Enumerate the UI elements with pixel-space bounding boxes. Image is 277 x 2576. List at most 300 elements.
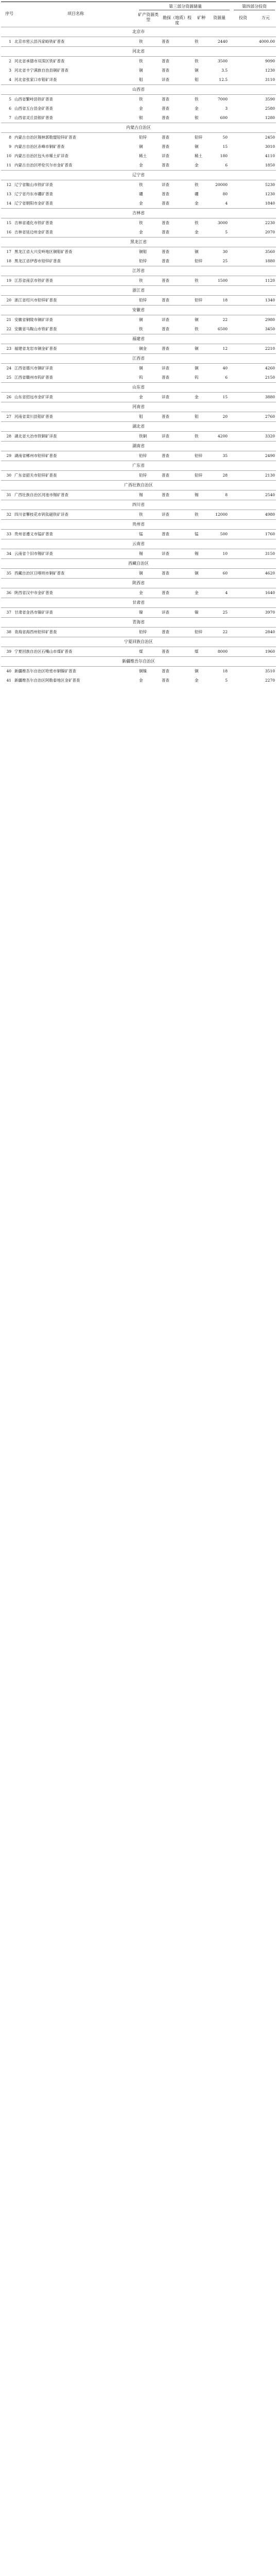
project-name: 西藏自治区日喀则市铜矿普查 bbox=[14, 571, 65, 575]
resource-quantity: 5 bbox=[225, 678, 228, 683]
exploration-stage: 普查 bbox=[162, 68, 169, 73]
mineral-type: 铁 bbox=[195, 59, 199, 63]
project-name: 黑龙江省伊春市铅锌矿普查 bbox=[14, 259, 61, 263]
resource-type: 金 bbox=[139, 230, 143, 234]
investment-cell: 1640 bbox=[265, 590, 275, 595]
mineral-type: 金 bbox=[195, 201, 199, 206]
table-row bbox=[1, 37, 276, 46]
mineral-type: 铁 bbox=[195, 182, 199, 187]
table-row bbox=[1, 75, 276, 84]
project-name: 湖北省大冶市铁铜矿详查 bbox=[14, 434, 57, 438]
mineral-type: 铜 bbox=[195, 68, 199, 73]
table-row bbox=[1, 393, 276, 402]
resource-type: 银 bbox=[139, 115, 143, 120]
row-number: 25 bbox=[6, 375, 11, 380]
investment-cell: 4980 bbox=[265, 512, 275, 517]
table-row bbox=[1, 344, 276, 353]
investment-cell: 4260 bbox=[265, 366, 275, 370]
investment-cell: 3110 bbox=[265, 77, 275, 82]
project-name: 湖南省郴州市铅锌矿普查 bbox=[14, 453, 57, 458]
row-number: 22 bbox=[6, 327, 11, 331]
investment-cell: 2760 bbox=[265, 414, 275, 419]
investment-cell: 2580 bbox=[265, 106, 275, 111]
mineral-type: 金 bbox=[195, 590, 199, 595]
exploration-stage: 普查 bbox=[162, 221, 169, 225]
exploration-stage: 详查 bbox=[162, 610, 169, 615]
row-number: 14 bbox=[6, 201, 11, 206]
project-name: 江西省德兴市铜矿详查 bbox=[14, 366, 53, 370]
resource-type: 金 bbox=[139, 395, 143, 399]
row-number: 6 bbox=[9, 106, 11, 111]
resource-quantity: 180 bbox=[220, 154, 228, 158]
investment-cell: 9090 bbox=[265, 59, 275, 63]
resource-quantity: 600 bbox=[220, 115, 228, 120]
exploration-stage: 详查 bbox=[162, 551, 169, 556]
table-row bbox=[1, 113, 276, 123]
investment-cell: 3150 bbox=[265, 551, 275, 556]
header-group-right: 第四部分投资 bbox=[242, 4, 267, 9]
project-table-body bbox=[1, 27, 276, 685]
resource-type: 铁 bbox=[139, 278, 143, 283]
project-name: 甘肃省金昌市镍矿详查 bbox=[14, 610, 53, 615]
project-name: 内蒙古自治区呼伦贝尔市金矿普查 bbox=[14, 163, 73, 167]
investment-cell: 2490 bbox=[265, 453, 275, 458]
exploration-stage: 普查 bbox=[162, 249, 169, 254]
investment-cell: 2230 bbox=[265, 221, 275, 225]
resource-type: 铅锌 bbox=[139, 259, 147, 263]
resource-type: 钼 bbox=[139, 414, 143, 419]
resource-type: 金 bbox=[139, 163, 143, 167]
table-row bbox=[1, 199, 276, 208]
project-name: 江西省赣州市钨矿普查 bbox=[14, 375, 53, 380]
mineral-type: 铁 bbox=[195, 327, 199, 331]
resource-quantity: 15 bbox=[222, 144, 228, 149]
row-number: 19 bbox=[6, 278, 11, 283]
exploration-stage: 普查 bbox=[162, 278, 169, 283]
table-row bbox=[1, 133, 276, 142]
row-number: 20 bbox=[6, 298, 11, 302]
table-row bbox=[1, 325, 276, 334]
row-number: 39 bbox=[6, 649, 11, 654]
resource-quantity: 10 bbox=[222, 551, 228, 556]
header-mineral: 矿种 bbox=[197, 15, 205, 20]
mineral-type: 铁 bbox=[195, 39, 199, 44]
project-name: 辽宁省朝阳市金矿普查 bbox=[14, 201, 53, 206]
row-number: 16 bbox=[6, 230, 11, 234]
row-number: 32 bbox=[6, 512, 11, 517]
resource-quantity: 15 bbox=[222, 395, 228, 399]
resource-type: 铁 bbox=[139, 512, 143, 517]
project-name: 青海省海西州铅锌矿普查 bbox=[14, 630, 57, 634]
resource-type: 金 bbox=[139, 590, 143, 595]
exploration-stage: 普查 bbox=[162, 630, 169, 634]
investment-cell: 2070 bbox=[265, 230, 275, 234]
row-number: 29 bbox=[6, 453, 11, 458]
exploration-stage: 普查 bbox=[162, 39, 169, 44]
row-number: 7 bbox=[9, 115, 11, 120]
exploration-stage: 详查 bbox=[162, 366, 169, 370]
exploration-stage: 普查 bbox=[162, 230, 169, 234]
row-number: 24 bbox=[6, 366, 11, 370]
investment-cell: 3560 bbox=[265, 249, 275, 254]
exploration-stage: 普查 bbox=[162, 201, 169, 206]
project-name: 河南省栾川县钼矿普查 bbox=[14, 414, 53, 419]
project-name: 新疆维吾尔自治区哈密市铜镍矿普查 bbox=[14, 669, 76, 673]
project-name: 福建省龙岩市铜金矿普查 bbox=[14, 346, 57, 351]
province-heading: 新疆维吾尔自治区 bbox=[1, 656, 276, 667]
mineral-type: 铜 bbox=[195, 366, 199, 370]
mineral-type: 锡 bbox=[195, 493, 199, 497]
investment-cell: 3450 bbox=[265, 327, 275, 331]
table-row bbox=[1, 530, 276, 539]
resource-type: 硼 bbox=[139, 192, 143, 196]
row-number: 23 bbox=[6, 346, 11, 351]
mineral-type: 锡 bbox=[195, 551, 199, 556]
project-name: 广西壮族自治区河池市锡矿普查 bbox=[14, 493, 68, 497]
mineral-type: 金 bbox=[195, 678, 199, 683]
province-heading: 福建省 bbox=[1, 334, 276, 344]
exploration-stage: 详查 bbox=[162, 317, 169, 322]
resource-quantity: 8000 bbox=[217, 649, 228, 654]
province-heading: 湖北省 bbox=[1, 421, 276, 432]
exploration-stage: 普查 bbox=[162, 298, 169, 302]
exploration-stage: 详查 bbox=[162, 182, 169, 187]
resource-quantity: 8 bbox=[225, 493, 228, 497]
project-name: 吉林省通化市铁矿普查 bbox=[14, 221, 53, 225]
resource-type: 铅锌 bbox=[139, 135, 147, 140]
project-name: 安徽省马鞍山市铁矿普查 bbox=[14, 327, 57, 331]
table-row bbox=[1, 180, 276, 190]
resource-type: 锡 bbox=[139, 493, 143, 497]
header-no: 序号 bbox=[5, 11, 13, 16]
project-name: 江苏省南京市铁矿普查 bbox=[14, 278, 53, 283]
row-number: 40 bbox=[6, 669, 11, 673]
exploration-stage: 普查 bbox=[162, 144, 169, 149]
project-name: 宁夏回族自治区石嘴山市煤矿普查 bbox=[14, 649, 73, 654]
investment-cell: 1840 bbox=[265, 201, 275, 206]
investment-cell: 4000.00 bbox=[258, 39, 275, 44]
table-row bbox=[1, 228, 276, 237]
mineral-type: 铁 bbox=[195, 221, 199, 225]
mineral-type: 铅锌 bbox=[195, 473, 202, 478]
mineral-type: 金 bbox=[195, 163, 199, 167]
resource-type: 金 bbox=[139, 201, 143, 206]
exploration-stage: 普查 bbox=[162, 59, 169, 63]
project-name: 辽宁省鞍山市铁矿详查 bbox=[14, 182, 53, 187]
project-name: 河北省张家口市钼矿详查 bbox=[14, 77, 57, 82]
mineral-type: 铜 bbox=[195, 346, 199, 351]
resource-quantity: 3000 bbox=[217, 221, 228, 225]
project-name: 内蒙古自治区包头市稀土矿详查 bbox=[14, 154, 68, 158]
province-heading: 江苏省 bbox=[1, 266, 276, 276]
table-row bbox=[1, 628, 276, 637]
province-heading: 黑龙江省 bbox=[1, 237, 276, 247]
table-row bbox=[1, 588, 276, 598]
table-row bbox=[1, 676, 276, 685]
header-qty: 资源量 bbox=[213, 15, 226, 20]
resource-quantity: 50 bbox=[222, 135, 228, 140]
row-number: 8 bbox=[9, 135, 11, 140]
province-heading: 西藏自治区 bbox=[1, 558, 276, 569]
mineral-type: 钼 bbox=[195, 414, 199, 419]
province-heading: 广西壮族自治区 bbox=[1, 480, 276, 490]
resource-type: 铅锌 bbox=[139, 298, 147, 302]
project-name: 陕西省汉中市金矿普查 bbox=[14, 590, 53, 595]
row-number: 9 bbox=[9, 144, 11, 149]
province-heading: 山西省 bbox=[1, 84, 276, 95]
resource-quantity: 6500 bbox=[217, 327, 228, 331]
mineral-type: 钼 bbox=[195, 77, 199, 82]
province-heading: 贵州省 bbox=[1, 519, 276, 530]
table-row bbox=[1, 296, 276, 305]
table-row bbox=[1, 412, 276, 421]
mineral-type: 银 bbox=[195, 115, 199, 120]
resource-quantity: 6 bbox=[225, 375, 228, 380]
province-heading: 河北省 bbox=[1, 46, 276, 57]
province-heading: 河南省 bbox=[1, 402, 276, 412]
investment-cell: 3970 bbox=[265, 610, 275, 615]
mineral-type: 铅锌 bbox=[195, 298, 202, 302]
project-name: 黑龙江省大兴安岭地区铜钼矿普查 bbox=[14, 249, 73, 254]
table-row bbox=[1, 490, 276, 500]
investment-cell: 2130 bbox=[265, 473, 275, 478]
province-heading: 广东省 bbox=[1, 461, 276, 471]
mineral-type: 稀土 bbox=[195, 154, 202, 158]
mineral-type: 铜 bbox=[195, 571, 199, 575]
resource-quantity: 12 bbox=[222, 346, 228, 351]
header-price: 投资 bbox=[239, 15, 247, 20]
mineral-type: 铜 bbox=[195, 249, 199, 254]
resource-quantity: 22 bbox=[222, 630, 228, 634]
row-number: 4 bbox=[9, 77, 11, 82]
table-header bbox=[1, 2, 276, 27]
province-heading: 浙江省 bbox=[1, 285, 276, 296]
exploration-stage: 普查 bbox=[162, 590, 169, 595]
resource-quantity: 40 bbox=[222, 366, 228, 370]
header-mod: 矿产资源类型 bbox=[138, 12, 159, 22]
project-name: 新疆维吾尔自治区阿勒泰地区金矿普查 bbox=[14, 678, 80, 683]
resource-quantity: 20 bbox=[222, 414, 228, 419]
mineral-type: 铅锌 bbox=[195, 135, 202, 140]
mineral-type: 钨 bbox=[195, 375, 199, 380]
row-number: 2 bbox=[9, 59, 11, 63]
project-name: 山东省招远市金矿详查 bbox=[14, 395, 53, 399]
table-row bbox=[1, 247, 276, 257]
province-heading: 安徽省 bbox=[1, 305, 276, 315]
exploration-stage: 普查 bbox=[162, 453, 169, 458]
resource-type: 铜 bbox=[139, 571, 143, 575]
table-row bbox=[1, 218, 276, 228]
resource-quantity: 30 bbox=[222, 249, 228, 254]
project-name: 山西省五台县金矿普查 bbox=[14, 106, 53, 111]
row-number: 41 bbox=[6, 678, 11, 683]
exploration-stage: 普查 bbox=[162, 163, 169, 167]
row-number: 38 bbox=[6, 630, 11, 634]
table-row bbox=[1, 104, 276, 113]
investment-cell: 1230 bbox=[265, 68, 275, 73]
resource-quantity: 3.5 bbox=[221, 68, 228, 73]
project-name: 河北省承德市双滦区铁矿普查 bbox=[14, 59, 65, 63]
exploration-stage: 详查 bbox=[162, 395, 169, 399]
table-row bbox=[1, 95, 276, 104]
table-row bbox=[1, 510, 276, 519]
investment-cell: 4110 bbox=[265, 154, 275, 158]
exploration-stage: 普查 bbox=[162, 532, 169, 536]
exploration-stage: 普查 bbox=[162, 346, 169, 351]
investment-cell: 1880 bbox=[265, 259, 275, 263]
mineral-type: 铅锌 bbox=[195, 259, 202, 263]
resource-type: 铜镍 bbox=[139, 669, 147, 673]
table-row bbox=[1, 161, 276, 170]
investment-cell: 3880 bbox=[265, 395, 275, 399]
province-heading: 云南省 bbox=[1, 539, 276, 549]
resource-quantity: 4 bbox=[225, 201, 228, 206]
row-number: 17 bbox=[6, 249, 11, 254]
exploration-stage: 普查 bbox=[162, 493, 169, 497]
exploration-stage: 普查 bbox=[162, 106, 169, 111]
mineral-type: 铅锌 bbox=[195, 630, 202, 634]
project-name: 吉林省延边州金矿普查 bbox=[14, 230, 53, 234]
row-number: 37 bbox=[6, 610, 11, 615]
resource-type: 镍 bbox=[139, 610, 143, 615]
resource-quantity: 22 bbox=[222, 317, 228, 322]
table-row bbox=[1, 569, 276, 578]
exploration-stage: 详查 bbox=[162, 434, 169, 438]
project-name: 贵州省遵义市锰矿普查 bbox=[14, 532, 53, 536]
investment-cell: 2150 bbox=[265, 375, 275, 380]
table-row bbox=[1, 57, 276, 66]
resource-type: 钨 bbox=[139, 375, 143, 380]
resource-type: 铜钼 bbox=[139, 249, 147, 254]
investment-cell: 2270 bbox=[265, 678, 275, 683]
row-number: 21 bbox=[6, 317, 11, 322]
mineral-type: 铅锌 bbox=[195, 453, 202, 458]
resource-type: 稀土 bbox=[139, 154, 147, 158]
resource-type: 铜金 bbox=[139, 346, 147, 351]
table-row bbox=[1, 451, 276, 461]
mineral-type: 铁 bbox=[195, 512, 199, 517]
table-row bbox=[1, 471, 276, 480]
table-row bbox=[1, 373, 276, 382]
row-number: 13 bbox=[6, 192, 11, 196]
investment-cell: 1280 bbox=[265, 115, 275, 120]
province-heading: 江西省 bbox=[1, 353, 276, 364]
row-number: 26 bbox=[6, 395, 11, 399]
table-row bbox=[1, 667, 276, 676]
investment-cell: 3010 bbox=[265, 144, 275, 149]
resource-type: 煤 bbox=[139, 649, 143, 654]
mineral-type: 锰 bbox=[195, 532, 199, 536]
mineral-type: 金 bbox=[195, 106, 199, 111]
row-number: 31 bbox=[6, 493, 11, 497]
exploration-stage: 普查 bbox=[162, 327, 169, 331]
resource-quantity: 7000 bbox=[217, 97, 228, 101]
resource-quantity: 3 bbox=[225, 106, 228, 111]
row-number: 1 bbox=[9, 39, 11, 44]
row-number: 30 bbox=[6, 473, 11, 478]
investment-cell: 1760 bbox=[265, 532, 275, 536]
mineral-type: 铁 bbox=[195, 278, 199, 283]
table-row bbox=[1, 315, 276, 325]
resource-type: 金 bbox=[139, 106, 143, 111]
resource-quantity: 4 bbox=[225, 590, 228, 595]
resource-quantity: 18 bbox=[222, 298, 228, 302]
resource-type: 铜 bbox=[139, 68, 143, 73]
project-name: 河北省丰宁满族自治县铜矿普查 bbox=[14, 68, 68, 73]
row-number: 33 bbox=[6, 532, 11, 536]
table-row bbox=[1, 549, 276, 558]
resource-type: 铅锌 bbox=[139, 453, 147, 458]
resource-type: 铜 bbox=[139, 144, 143, 149]
resource-quantity: 3500 bbox=[217, 59, 228, 63]
mineral-type: 铁 bbox=[195, 97, 199, 101]
project-name: 山西省灵丘县银矿普查 bbox=[14, 115, 53, 120]
resource-quantity: 12000 bbox=[215, 512, 228, 517]
row-number: 15 bbox=[6, 221, 11, 225]
investment-cell: 1340 bbox=[265, 298, 275, 302]
header-name: 项目名称 bbox=[67, 11, 84, 16]
exploration-stage: 普查 bbox=[162, 669, 169, 673]
row-number: 35 bbox=[6, 571, 11, 575]
investment-cell: 3590 bbox=[265, 97, 275, 101]
province-heading: 四川省 bbox=[1, 500, 276, 510]
province-heading: 湖南省 bbox=[1, 441, 276, 451]
resource-type: 铁 bbox=[139, 97, 143, 101]
resource-type: 铜 bbox=[139, 317, 143, 322]
header-unit: 万元 bbox=[262, 15, 270, 20]
exploration-stage: 普查 bbox=[162, 259, 169, 263]
resource-quantity: 500 bbox=[220, 532, 228, 536]
project-name: 北京市密云县冯家峪铁矿普查 bbox=[14, 39, 65, 44]
resource-quantity: 4200 bbox=[217, 434, 228, 438]
investment-cell: 3510 bbox=[265, 669, 275, 673]
resource-type: 铁 bbox=[139, 221, 143, 225]
investment-cell: 2980 bbox=[265, 317, 275, 322]
header-scale: 勘探（地质）程度 bbox=[163, 15, 192, 25]
exploration-stage: 普查 bbox=[162, 135, 169, 140]
exploration-stage: 普查 bbox=[162, 414, 169, 419]
resource-type: 金 bbox=[139, 678, 143, 683]
exploration-stage: 普查 bbox=[162, 678, 169, 683]
table-row bbox=[1, 66, 276, 75]
table-row bbox=[1, 257, 276, 266]
exploration-stage: 普查 bbox=[162, 192, 169, 196]
project-name: 内蒙古自治区锡林郭勒盟铅锌矿普查 bbox=[14, 135, 76, 140]
resource-quantity: 80 bbox=[222, 192, 228, 196]
province-heading: 陕西省 bbox=[1, 578, 276, 588]
resource-type: 铁 bbox=[139, 59, 143, 63]
table-row bbox=[1, 276, 276, 285]
resource-type: 铜 bbox=[139, 366, 143, 370]
resource-type: 锰 bbox=[139, 532, 143, 536]
resource-quantity: 20000 bbox=[215, 182, 228, 187]
project-name: 安徽省铜陵市铜矿详查 bbox=[14, 317, 53, 322]
investment-cell: 2450 bbox=[265, 135, 275, 140]
province-heading: 辽宁省 bbox=[1, 170, 276, 180]
row-number: 5 bbox=[9, 97, 11, 101]
table-row bbox=[1, 142, 276, 151]
row-number: 34 bbox=[6, 551, 11, 556]
project-name: 浙江省绍兴市铅锌矿普查 bbox=[14, 298, 57, 302]
resource-type: 锡 bbox=[139, 551, 143, 556]
exploration-stage: 普查 bbox=[162, 97, 169, 101]
row-number: 27 bbox=[6, 414, 11, 419]
exploration-stage: 普查 bbox=[162, 473, 169, 478]
exploration-stage: 详查 bbox=[162, 77, 169, 82]
province-heading: 甘肃省 bbox=[1, 598, 276, 608]
resource-type: 铁铜 bbox=[139, 434, 147, 438]
resource-quantity: 5 bbox=[225, 230, 228, 234]
